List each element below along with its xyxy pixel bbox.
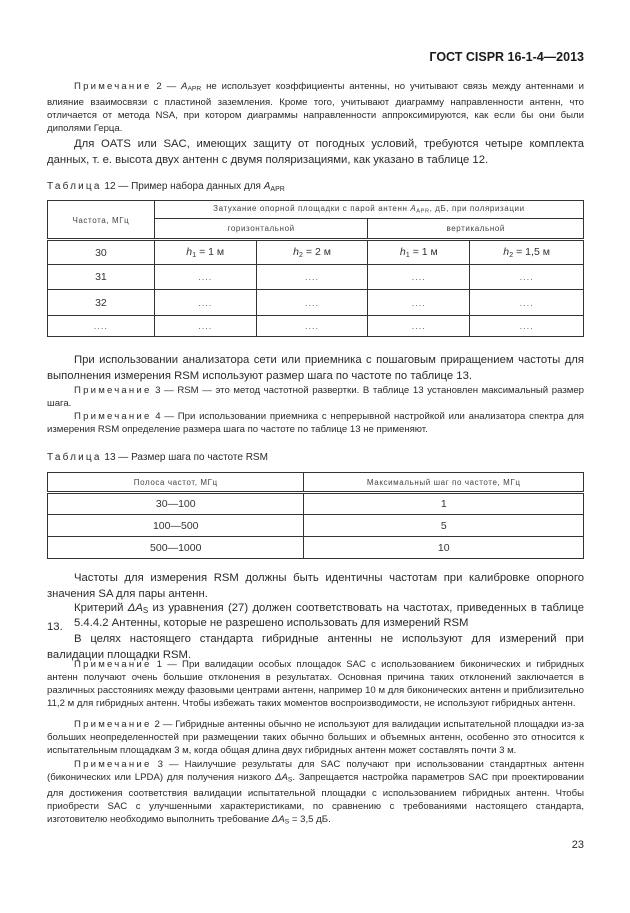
- table-cell: ....: [470, 290, 584, 316]
- table-12-caption: Таблица 12 — Пример набора данных для $A_{APR}$: [47, 181, 285, 193]
- table-cell: ....: [256, 265, 368, 290]
- table-row: [48, 493, 584, 515]
- table-13-caption: Таблица 13 — Размер шага по частоте RSM: [47, 452, 268, 463]
- paragraph-hybrid: В целях настоящего стандарта гибридные антенны не используют для измерений при валидации площадки RSM.: [47, 633, 584, 661]
- page-number: 23: [571, 839, 584, 851]
- table-cell: ....: [368, 290, 470, 316]
- table-12-header-attenuation: Затухание опорной площадки с парой антенн $A_{APR}$, дБ, при поляризации: [154, 201, 583, 219]
- document-header: ГОСТ CISPR 16-1-4—2013: [429, 50, 584, 64]
- paragraph-oats: Для OATS или SAC, имеющих защиту от погодных условий, требуются четыре комплекта данных, т. е. высота двух антенн с двумя поляризациями, как указано в таблице 12.: [47, 138, 584, 166]
- table-cell: ....: [470, 265, 584, 290]
- table-row: [48, 240, 584, 265]
- table-cell: 30—100: [48, 493, 304, 515]
- table-cell: 1: [304, 493, 584, 515]
- note-2-hybrid: Примечание 2 — Гибридные антенны обычно не используют для валидации испытательной площадки из-за больших неопределенностей при размещении таких обычно больших и объемных антенн, особенно это относится к испытательным площадкам 3 м, когда общая длина двух гибридных антенн может составлять почти 3 м.: [47, 719, 584, 756]
- note-1-hybrid: Примечание 1 — При валидации особых площадок SAC с использованием биконических и гибридных антенн получают очень большие отклонения в результатах. Основная причина таких отклонений заключается в различных расстояниях между фазовыми центрами антенн, например 10 м для биконических антенн и приблизительно 11,2 м для гибридных антенн. Чтобы избежать таких моментов воспроизводимости, не используют гибридных антенн.: [47, 659, 584, 709]
- table-cell: 31: [48, 265, 155, 290]
- table-cell-height: $h_1 = 1$ м: [368, 240, 470, 265]
- table-12-header-vertical: вертикальной: [368, 219, 584, 240]
- table-12-header-frequency: Частота, МГц: [48, 201, 155, 240]
- table-cell: 32: [48, 290, 155, 316]
- table-cell: 5: [304, 515, 584, 537]
- table-cell: ....: [154, 290, 256, 316]
- table-13-header-step: Максимальный шаг по частоте, МГц: [304, 473, 584, 493]
- table-cell: 500—1000: [48, 537, 304, 559]
- table-cell: ....: [48, 316, 155, 337]
- table-row: [48, 265, 584, 290]
- table-row: [48, 537, 584, 559]
- table-cell: 30: [48, 240, 155, 265]
- table-cell: ....: [154, 265, 256, 290]
- table-cell: ....: [256, 290, 368, 316]
- table-cell: 100—500: [48, 515, 304, 537]
- table-row: [48, 316, 584, 337]
- note-3-rsm: Примечание 3 — RSM — это метод частотной развертки. В таблице 13 установлен максимальный размер шага.: [47, 385, 584, 409]
- table-cell: ....: [368, 316, 470, 337]
- table-cell-height: $h_2 = 2$ м: [256, 240, 368, 265]
- table-cell: 10: [304, 537, 584, 559]
- table-row: [48, 515, 584, 537]
- paragraph-criterion: Критерий $\Delta A_S$ из уравнения (27) должен соответствовать на частотах, приведенных в таблице 13.: [47, 602, 584, 633]
- paragraph-rsm-step: При использовании анализатора сети или приемника с пошаговым приращением частоты для выполнения измерения RSM используют размер шага по частоте по таблице 13.: [47, 354, 584, 382]
- note-label: Примечание: [74, 81, 152, 92]
- table-cell: ....: [256, 316, 368, 337]
- table-row: [48, 290, 584, 316]
- note-4-rsm: Примечание 4 — При использовании приемника с непрерывной настройкой или анализатора спектра для измерения RSM определение размера шага по частоте по таблице 13 не применяют.: [47, 411, 584, 435]
- table-13-header-band: Полоса частот, МГц: [48, 473, 304, 493]
- paragraph-frequencies: Частоты для измерения RSM должны быть идентичны частотам при калибровке опорного значения SA для пары антенн.: [47, 572, 584, 600]
- table-cell-height: $h_1 = 1$ м: [154, 240, 256, 265]
- table-12-header-horizontal: горизонтальной: [154, 219, 368, 240]
- note-3-sac: Примечание 3 — Наилучшие результаты для SAC получают при использовании стандартных антенн (биконических или LPDA) для получения низкого $\Delta A_S$. Запрещается настройка параметров SAC при проектировании для достижения соответствия валидации испытательной площадки с использованием гибридных антенн. Чтобы приобрести SAC с улучшенными характеристиками, по сравнению с требованиями настоящего стандарта, изготовителю необходимо выполнить требование $\Delta A_S = 3,5$ дБ.: [47, 759, 584, 826]
- table-cell-height: $h_2 = 1,5$ м: [470, 240, 584, 265]
- section-title-5-4-4-2: 5.4.4.2 Антенны, которые не разрешено использовать для измерений RSM: [74, 617, 469, 629]
- table-cell: ....: [470, 316, 584, 337]
- table-cell: ....: [368, 265, 470, 290]
- table-cell: ....: [154, 316, 256, 337]
- table-12: [47, 200, 584, 337]
- note-2-apr: Примечание 2 — $A_{APR}$ не использует коэффициенты антенны, но учитывают связь между антеннами и влияние взаимосвязи с пластиной заземления. Кроме того, учитывают диаграмму направленности антенн, что отличается от метода NSA, при котором диаграммы направленности аппроксимируются, как если бы они были диполями Герца.: [47, 81, 584, 134]
- table-13: [47, 472, 584, 559]
